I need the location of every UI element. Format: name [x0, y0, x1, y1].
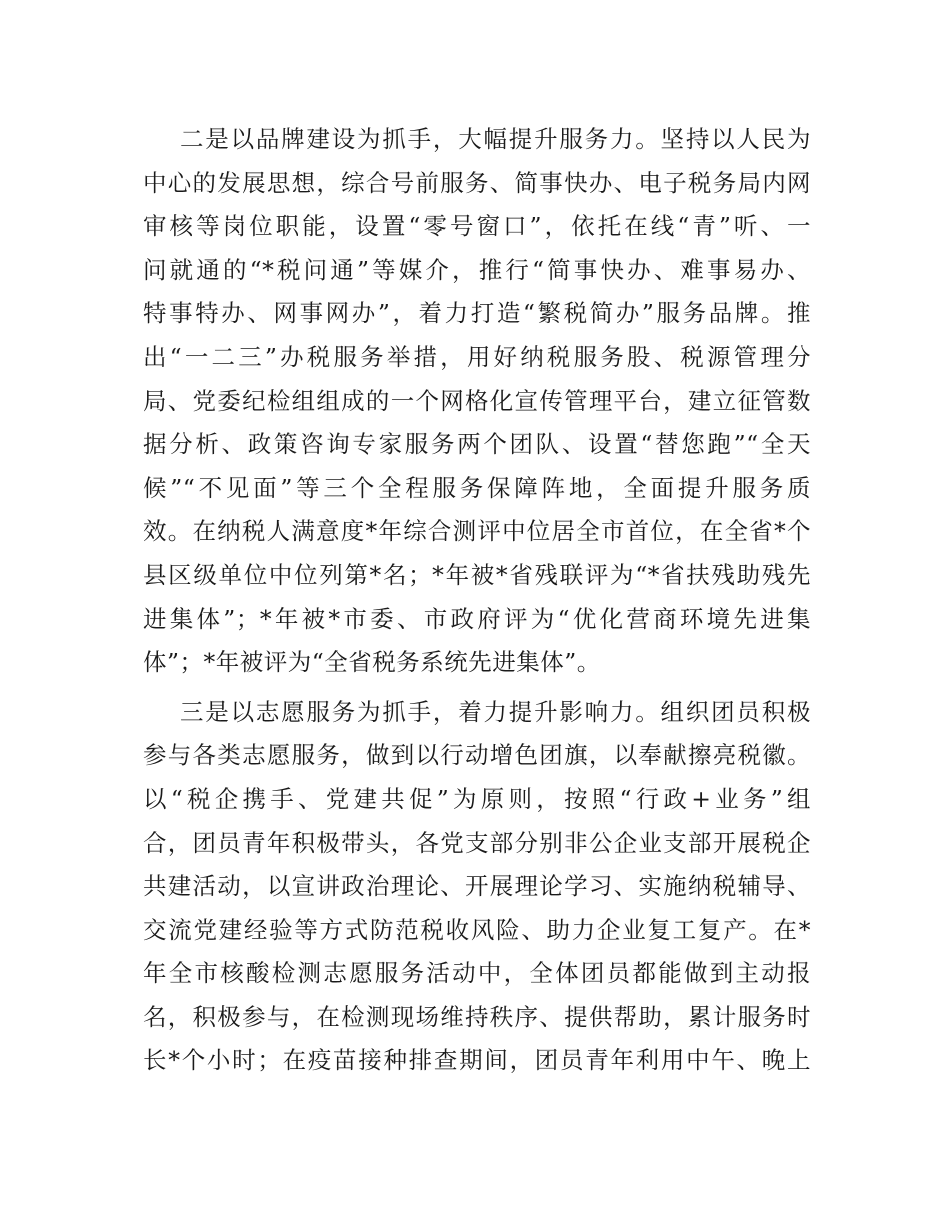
text-line: 进集体”；*年被*市委、市政府评为“优化营商环境先进集 [143, 604, 811, 633]
text-line: 交流党建经验等方式防范税收风险、助力企业复工复产。在* [143, 915, 811, 944]
paragraph-volunteer-service [143, 691, 811, 1083]
text-line: 据分析、政策咨询专家服务两个团队、设置“替您跑”“全天 [143, 430, 811, 459]
text-line: 二是以品牌建设为抓手，大幅提升服务力。坚持以人民为 [180, 125, 811, 153]
text-line: 审核等岗位职能，设置“零号窗口”，依托在线“青”听、一 [143, 212, 811, 241]
text-line: 长*个小时；在疫苗接种排查期间，团员青年利用中午、晚上 [143, 1046, 811, 1075]
text-line: 名，积极参与，在检测现场维持秩序、提供帮助，累计服务时 [143, 1002, 811, 1031]
text-line: 中心的发展思想，综合号前服务、简事快办、电子税务局内网 [143, 168, 811, 197]
text-line: 年全市核酸检测志愿服务活动中，全体团员都能做到主动报 [143, 959, 811, 988]
text-line: 以“税企携手、党建共促”为原则，按照“行政+业务”组 [143, 784, 811, 813]
text-line: 出“一二三”办税服务举措，用好纳税服务股、税源管理分 [143, 342, 811, 371]
text-line: 体”；*年被评为“全省税务系统先进集体”。 [143, 648, 601, 677]
text-line: 共建活动，以宣讲政治理论、开展理论学习、实施纳税辅导、 [143, 872, 811, 901]
document-page [143, 118, 811, 1083]
text-line: 局、党委纪检组组成的一个网格化宣传管理平台，建立征管数 [143, 386, 811, 415]
text-line: 问就通的“*税问通”等媒介，推行“简事快办、难事易办、 [143, 255, 811, 284]
text-line: 三是以志愿服务为抓手，着力提升影响力。组织团员积极 [180, 697, 811, 726]
text-line: 候”“不见面”等三个全程服务保障阵地，全面提升服务质 [143, 473, 811, 502]
text-line: 参与各类志愿服务，做到以行动增色团旗，以奉献擦亮税徽。 [143, 741, 811, 770]
text-line: 县区级单位中位列第*名；*年被*省残联评为“*省扶残助残先 [143, 560, 811, 589]
paragraph-brand-building [143, 118, 811, 685]
text-line: 特事特办、网事网办”，着力打造“繁税简办”服务品牌。推 [143, 299, 811, 328]
text-line: 合，团员青年积极带头，各党支部分别非公企业支部开展税企 [143, 828, 811, 857]
text-line: 效。在纳税人满意度*年综合测评中位居全市首位，在全省*个 [143, 517, 811, 546]
